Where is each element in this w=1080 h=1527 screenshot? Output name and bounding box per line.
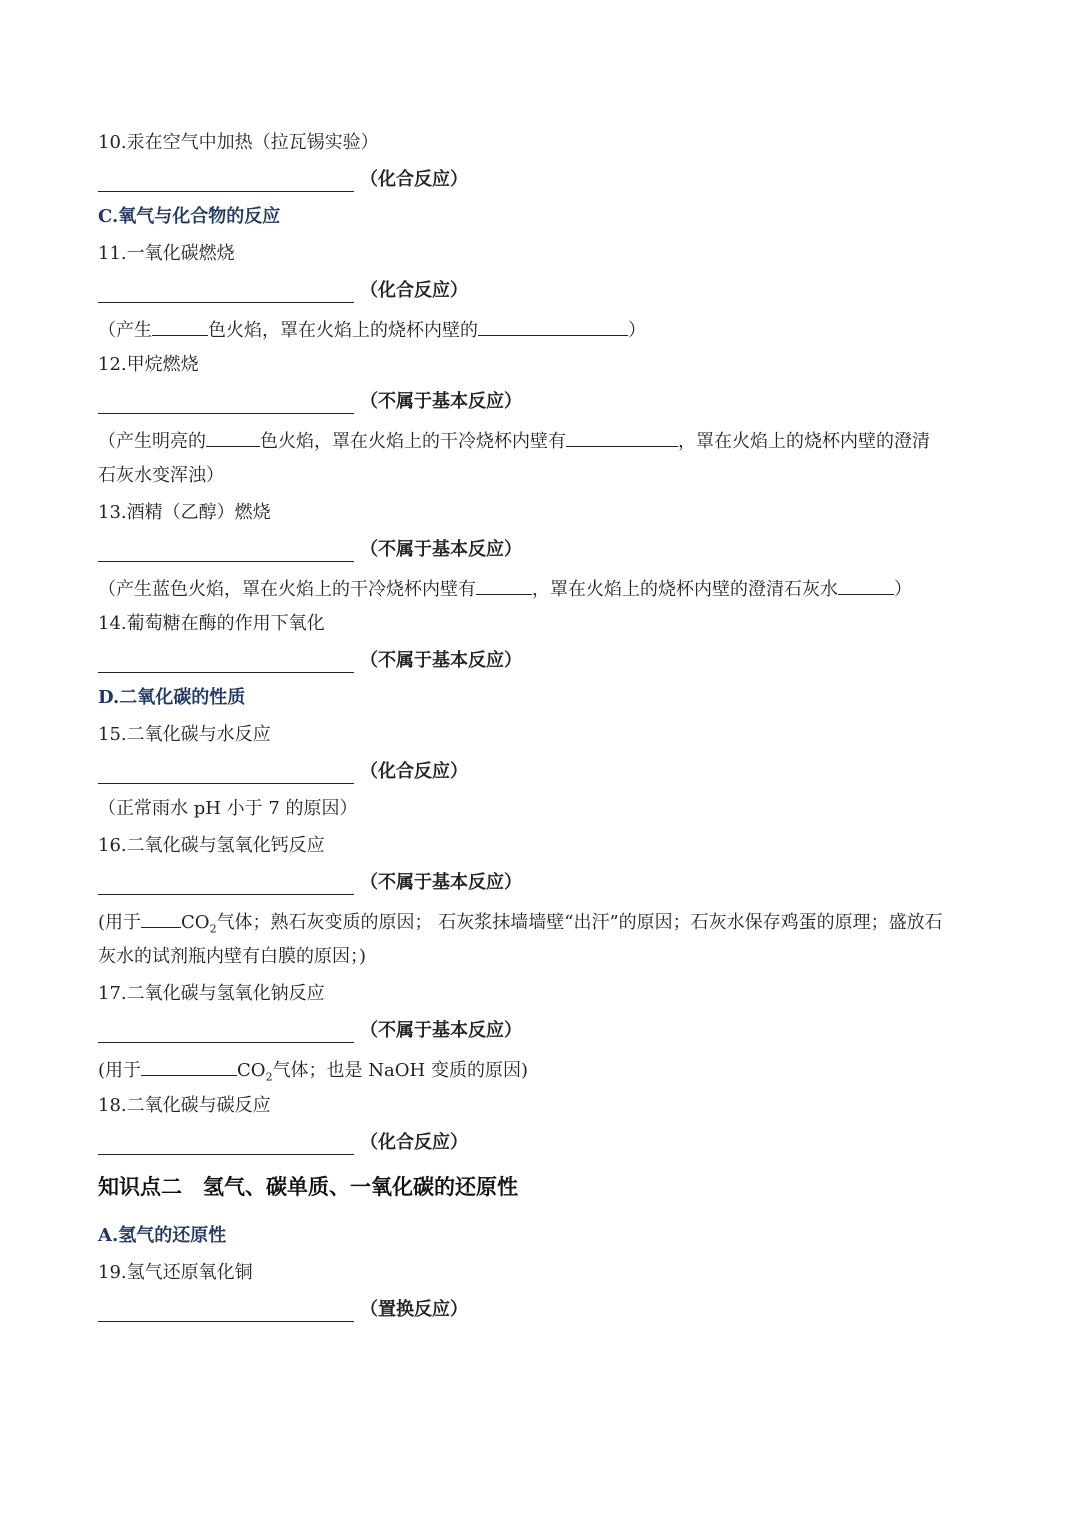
subscript: 2 [265,1070,273,1084]
fill-blank[interactable] [566,428,678,447]
note-text: 色火焰，罩在火焰上的烧杯内壁的 [208,320,478,341]
knowledge-point-2-heading: 知识点二 氢气、碳单质、一氧化碳的还原性 [98,1175,518,1199]
note-text: CO [237,1060,266,1081]
note-text: 气体；熟石灰变质的原因； 石灰浆抹墙墙壁“出汗”的原因；石灰水保存鸡蛋的原理；盛放石 [216,912,943,933]
section-c-heading: C.氧气与化合物的反应 [98,206,281,227]
reaction-type-tag: （化合反应） [360,169,468,190]
fill-blank[interactable] [838,576,894,595]
note-text: 气体；也是 NaOH 变质的原因) [272,1060,528,1081]
section-d-heading: D.二氧化碳的性质 [98,687,246,708]
note-text: （产生 [98,320,152,341]
reaction-type-tag: （不属于基本反应） [360,391,522,412]
section-a-heading: A.氢气的还原性 [98,1225,227,1246]
reaction-type-tag: （不属于基本反应） [360,650,522,671]
note-text: ，罩在火焰上的烧杯内壁的澄清石灰水 [532,579,838,600]
item-16-note [98,909,943,941]
note-text: (用于 [98,912,142,933]
reaction-type-tag: （化合反应） [360,761,468,782]
answer-blank[interactable] [98,539,354,562]
item-19-title: 19.氢气还原氧化铜 [98,1262,253,1283]
subscript: 2 [209,922,217,936]
answer-blank[interactable] [98,1020,354,1043]
answer-blank[interactable] [98,761,354,784]
item-14-title: 14.葡萄糖在酶的作用下氧化 [98,613,325,634]
note-text: ，罩在火焰上的烧杯内壁的澄清 [678,431,930,452]
item-11-note [98,317,646,342]
item-12-note [98,428,930,453]
fill-blank[interactable] [152,317,208,336]
answer-blank[interactable] [98,391,354,414]
note-text: 色火焰，罩在火焰上的干冷烧杯内壁有 [260,431,566,452]
answer-blank[interactable] [98,280,354,303]
reaction-type-tag: （化合反应） [360,280,468,301]
reaction-type-tag: （不属于基本反应） [360,872,522,893]
reaction-type-tag: （置换反应） [360,1299,468,1320]
item-13-title: 13.酒精（乙醇）燃烧 [98,502,271,523]
note-text: ） [894,579,912,600]
answer-blank[interactable] [98,872,354,895]
item-18-title: 18.二氧化碳与碳反应 [98,1095,271,1116]
fill-blank[interactable] [476,576,532,595]
note-text: ） [628,320,646,341]
item-13-note [98,576,912,601]
fill-blank[interactable] [141,909,181,928]
fill-blank[interactable] [478,317,628,336]
answer-blank[interactable] [98,650,354,673]
item-10-title: 10.汞在空气中加热（拉瓦锡实验） [98,132,379,153]
answer-blank[interactable] [98,1132,354,1155]
item-16-note-cont: 灰水的试剂瓶内壁有白膜的原因；) [98,946,367,967]
item-16-title: 16.二氧化碳与氢氧化钙反应 [98,835,325,856]
fill-blank[interactable] [206,428,260,447]
item-15-note: （正常雨水 pH 小于 7 的原因） [98,798,358,819]
fill-blank[interactable] [141,1057,237,1076]
item-17-title: 17.二氧化碳与氢氧化钠反应 [98,983,325,1004]
item-12-title: 12.甲烷燃烧 [98,354,199,375]
reaction-type-tag: （不属于基本反应） [360,539,522,560]
item-11-title: 11.一氧化碳燃烧 [98,243,235,264]
reaction-type-tag: （化合反应） [360,1132,468,1153]
note-text: (用于 [98,1060,142,1081]
answer-blank[interactable] [98,1299,354,1322]
note-text: （产生蓝色火焰，罩在火焰上的干冷烧杯内壁有 [98,579,476,600]
item-15-title: 15.二氧化碳与水反应 [98,724,271,745]
item-17-note [98,1057,528,1089]
note-text: CO [181,912,210,933]
reaction-type-tag: （不属于基本反应） [360,1020,522,1041]
note-text: （产生明亮的 [98,431,206,452]
item-12-note-cont: 石灰水变浑浊） [98,465,224,486]
answer-blank[interactable] [98,169,354,192]
